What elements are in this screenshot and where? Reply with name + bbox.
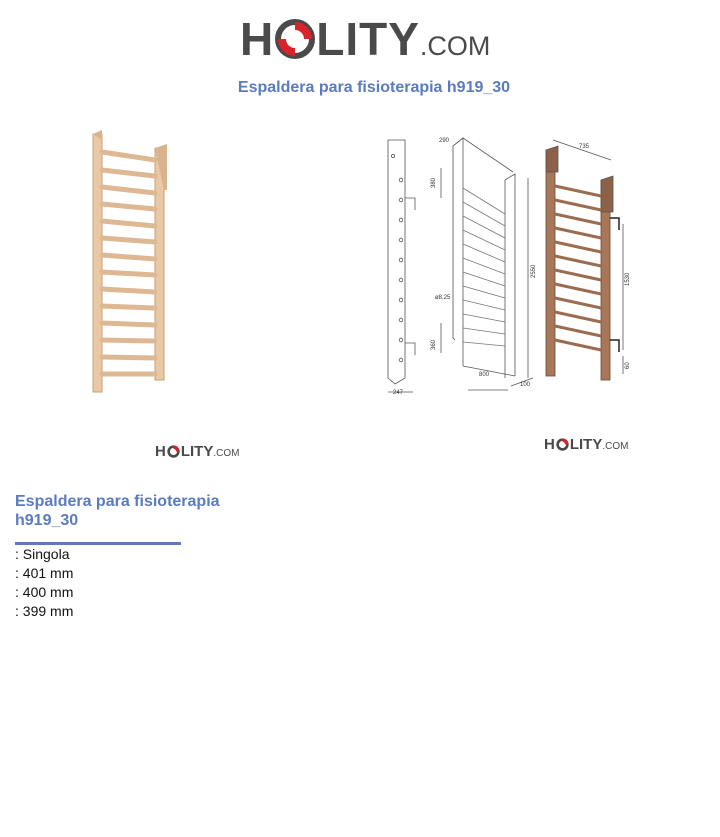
dim-upper: 380 — [431, 177, 437, 188]
spec-item: : 401 mm — [15, 565, 74, 581]
wm-o-icon — [166, 443, 181, 456]
dim-span: 735 — [579, 144, 590, 150]
holity-logo[interactable] — [240, 14, 490, 71]
logo-text-left: H — [240, 13, 275, 65]
dim-lower: 360 — [431, 339, 437, 350]
dim-side: 247 — [393, 390, 404, 396]
spec-item: : 400 mm — [15, 584, 74, 600]
logo-domain: .COM — [419, 31, 491, 61]
watermark-logo-left — [155, 443, 239, 463]
dim-diameter: ø8,25 — [435, 295, 451, 301]
dim-base: 60 — [625, 362, 631, 369]
wm-text-left: H — [155, 443, 166, 460]
product-heading: Espaldera para fisioterapia h919_30 — [15, 493, 220, 529]
technical-drawing — [383, 128, 643, 398]
dim-width: 800 — [479, 372, 490, 378]
logo-o-icon — [274, 15, 316, 55]
spec-list — [15, 545, 73, 621]
wm-domain: .COM — [213, 448, 240, 459]
dim-top: 290 — [439, 138, 450, 144]
wm-domain: .COM — [602, 441, 629, 452]
wm-text-left: H — [544, 436, 555, 453]
wm-text-right: LITY — [180, 443, 214, 460]
wm-text-right: LITY — [569, 436, 603, 453]
watermark-logo-right — [544, 436, 628, 456]
product-photo — [85, 130, 175, 395]
spec-item: : 399 mm — [15, 603, 74, 619]
dim-height: 2550 — [531, 264, 537, 278]
page-title: Espaldera para fisioterapia h919_30 — [237, 79, 511, 96]
dim-depth: 100 — [520, 382, 531, 388]
wm-o-icon — [555, 436, 570, 449]
dim-mid: 1530 — [625, 272, 631, 286]
spec-item: : Singola — [15, 546, 70, 562]
logo-text-right: LITY — [316, 13, 420, 65]
